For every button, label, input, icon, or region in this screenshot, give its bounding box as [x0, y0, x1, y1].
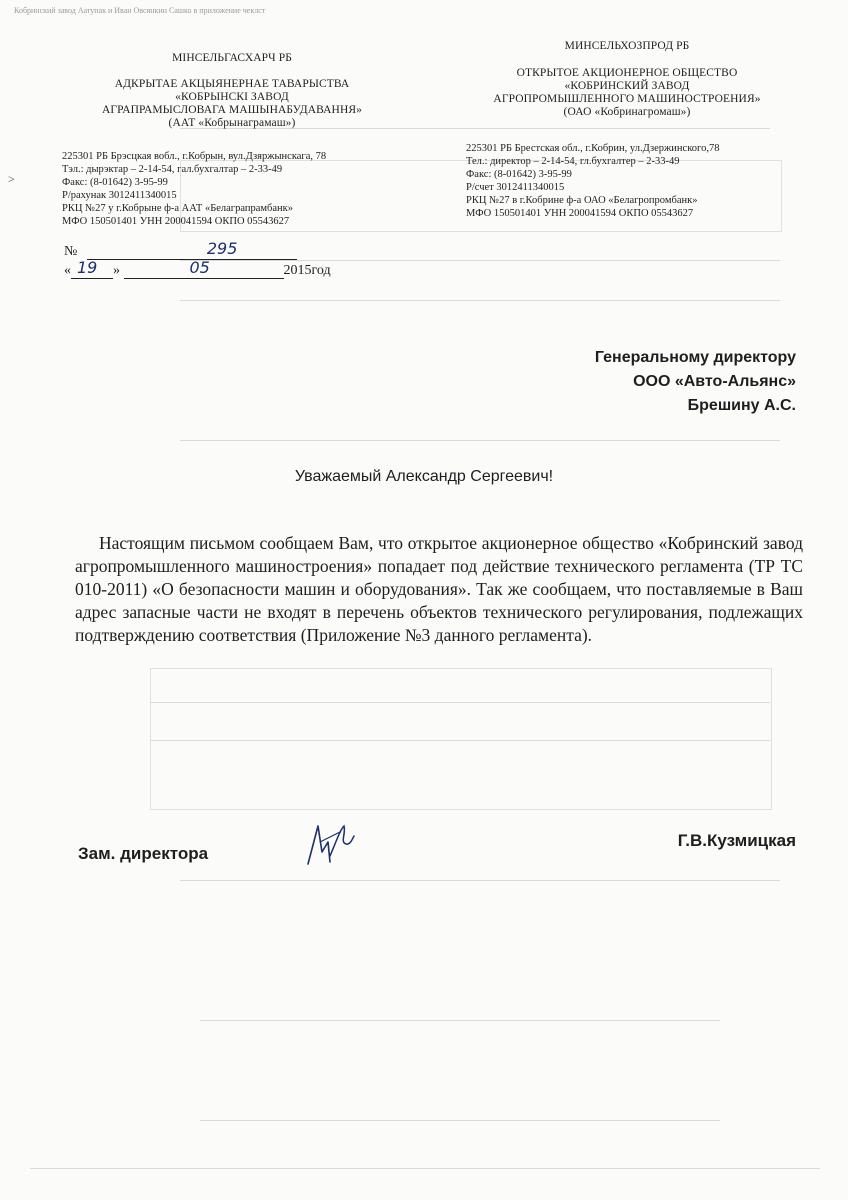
date-close-quote: »: [113, 263, 120, 278]
address-line: Тэл.: дырэктар – 2-14-54, гал.бухгалтар – 2-33-49: [62, 164, 283, 175]
show-through-line: [180, 300, 780, 301]
address-line: Тел.: директор – 2-14-54, гл.бухгалтер – 2-33-49: [466, 156, 680, 167]
show-through-table: [150, 668, 772, 810]
address-line: Факс: (8-01642) 3-95-99: [466, 169, 572, 180]
address-line: Р/счет 3012411340015: [466, 182, 565, 193]
letterhead-left: [62, 52, 402, 130]
handwritten-month: 05: [189, 258, 210, 277]
address-line: 225301 РБ Брэсцкая вобл., г.Кобрын, вул.Дзяржынскага, 78: [62, 151, 327, 162]
address-line: Факс: (8-01642) 3-95-99: [62, 177, 168, 188]
show-through-line: [30, 1168, 820, 1169]
date-month-blank: [124, 258, 284, 279]
signatory-name: Г.В.Кузмицкая: [677, 831, 796, 850]
org-short-right: (ОАО «Кобринагромаш»): [563, 106, 691, 118]
outgoing-number: [64, 239, 297, 260]
number-label: №: [64, 244, 78, 259]
signatory-position: Зам. директора: [78, 844, 209, 863]
handwritten-number: 295: [206, 239, 238, 258]
address-line: РКЦ №27 у г.Кобрыне ф-а ААТ «Белаграпрамбанк»: [62, 203, 294, 214]
show-through-line: [180, 440, 780, 441]
address-right: [466, 142, 719, 220]
margin-mark: >: [8, 172, 15, 186]
org-name-left-1: АДКРЫТАЕ АКЦЫЯНЕРНАЕ ТАВАРЫСТВА: [114, 78, 350, 90]
org-name-right-3: АГРОПРОМЫШЛЕННОГО МАШИНОСТРОЕНИЯ»: [493, 93, 761, 105]
addressee-name: Брешину А.С.: [687, 397, 796, 414]
show-through-line: [150, 702, 770, 703]
address-line: Р/рахунак 3012411340015: [62, 190, 177, 201]
salutation: Уважаемый Александр Сергеевич!: [294, 468, 554, 485]
addressee-title: Генеральному директору: [594, 349, 796, 366]
top-strip-text: Кобринский завод Аатупак и Иван Овсянкин Сашко в приложение чеклст: [14, 6, 266, 15]
handwritten-day: 19: [77, 258, 98, 277]
address-left: [62, 150, 326, 228]
org-name-left-2: «КОБРЫНСКІ ЗАВОД: [175, 91, 289, 103]
ministry-left: МІНСЕЛЬГАСХАРЧ РБ: [172, 52, 292, 64]
show-through-line: [150, 740, 770, 741]
letterhead-right: [462, 40, 792, 119]
date-open-quote: «: [64, 263, 71, 278]
address-line: 225301 РБ Брестская обл., г.Кобрин, ул.Дзержинского,78: [466, 143, 720, 154]
addressee-company: ООО «Авто-Альянс»: [633, 373, 796, 390]
show-through-line: [200, 1120, 720, 1121]
show-through-line: [180, 260, 780, 261]
show-through-line: [180, 880, 780, 881]
handwritten-signature: [300, 812, 360, 877]
address-line: РКЦ №27 в г.Кобрине ф-а ОАО «Белагропромбанк»: [466, 195, 698, 206]
org-name-left-3: АГРАПРАМЫСЛОВАГА МАШЫНАБУДАВАННЯ»: [102, 104, 362, 116]
address-line: МФО 150501401 УНН 200041594 ОКПО 05543627: [62, 216, 290, 227]
show-through-line: [200, 1020, 720, 1021]
addressee-block: [595, 346, 796, 418]
letter-body: Настоящим письмом сообщаем Вам, что открытое акционерное общество «Кобринский завод агропромышленного машиностроения» попадает под действие технического регламента (ТР ТС 010-2011) «О безопасности машин и оборудования». Так же сообщаем, что поставляемые в Ваш адрес запасные части не входят в перечень объектов технического регулирования, подлежащих подтверждению соответствия (Приложение №3 данного регламента).: [75, 533, 803, 645]
org-name-right-1: ОТКРЫТОЕ АКЦИОНЕРНОЕ ОБЩЕСТВО: [516, 67, 738, 79]
ministry-right: МИНСЕЛЬХОЗПРОД РБ: [564, 40, 690, 52]
signature-drawing: [300, 812, 360, 872]
date-year: 2015год: [283, 263, 331, 278]
org-short-left: (ААТ «Кобрынаграмаш»): [168, 117, 296, 129]
org-name-right-2: «КОБРИНСКИЙ ЗАВОД: [564, 80, 690, 92]
address-line: МФО 150501401 УНН 200041594 ОКПО 05543627: [466, 208, 694, 219]
date-day-blank: [71, 258, 113, 279]
outgoing-date: [64, 258, 331, 279]
